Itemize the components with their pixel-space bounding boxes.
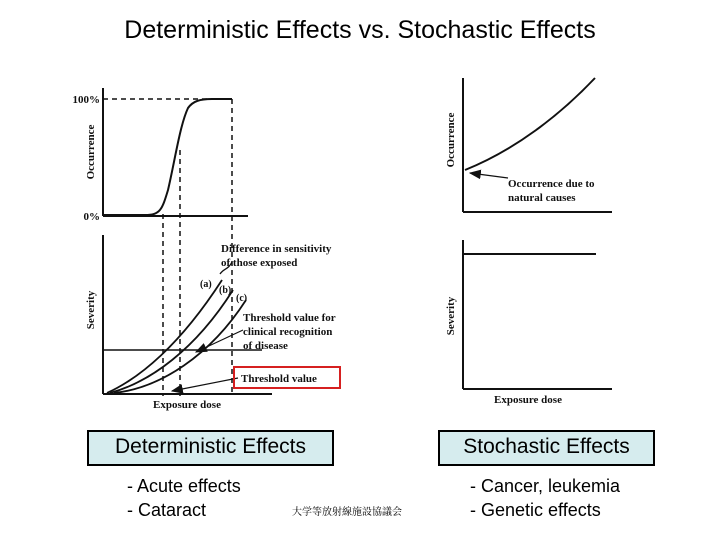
curve-c-label: (c) [236,293,248,304]
deterministic-example-item: - Cataract [127,500,207,520]
stochastic-curve [465,78,595,170]
deterministic-x-label: Exposure dose [153,399,221,411]
deterministic-examples [127,474,241,522]
severity-curve-a [107,280,222,393]
clinical-label-line1: Threshold value for [243,312,336,324]
stochastic-occurrence-axis-label: Occurrence [445,112,457,168]
natural-label-line2: natural causes [508,192,576,204]
y-top-label: 100% [72,94,100,106]
deterministic-example-item: - Acute effects [127,476,241,496]
stochastic-examples [470,474,620,522]
severity-curve-b [110,290,233,393]
curve-b-label: (b) [219,285,232,296]
stochastic-severity-axis-label: Severity [445,296,457,336]
natural-causes-arrow [470,173,508,178]
page-title: Deterministic Effects vs. Stochastic Effects [124,16,596,44]
footer-credit: 大学等放射線施設協議会 [292,507,402,518]
stochastic-example-item: - Genetic effects [470,500,601,520]
clinical-label-line2: clinical recognition [243,326,333,338]
deterministic-severity-panel [85,235,340,411]
occurrence-axis-label: Occurrence [85,124,97,180]
curve-a-label: (a) [200,279,212,290]
stochastic-severity-panel [445,240,612,406]
sigmoid-curve [103,99,232,215]
stochastic-x-label: Exposure dose [494,394,562,406]
natural-label-line1: Occurrence due to [508,178,595,190]
sensitivity-label-line2: of those exposed [221,257,298,269]
severity-axis-label: Severity [85,290,97,330]
stochastic-effects-box: Stochastic Effects [438,430,655,466]
threshold-label: Threshold value [241,373,317,385]
stochastic-occurrence-panel [445,78,612,212]
y-bottom-label: 0% [83,211,100,223]
clinical-label-line3: of disease [243,340,288,352]
deterministic-effects-box: Deterministic Effects [87,430,334,466]
stochastic-example-item: - Cancer, leukemia [470,476,621,496]
sensitivity-label-line1: Difference in sensitivity [221,243,332,255]
threshold-pointer-arrow [172,378,238,391]
